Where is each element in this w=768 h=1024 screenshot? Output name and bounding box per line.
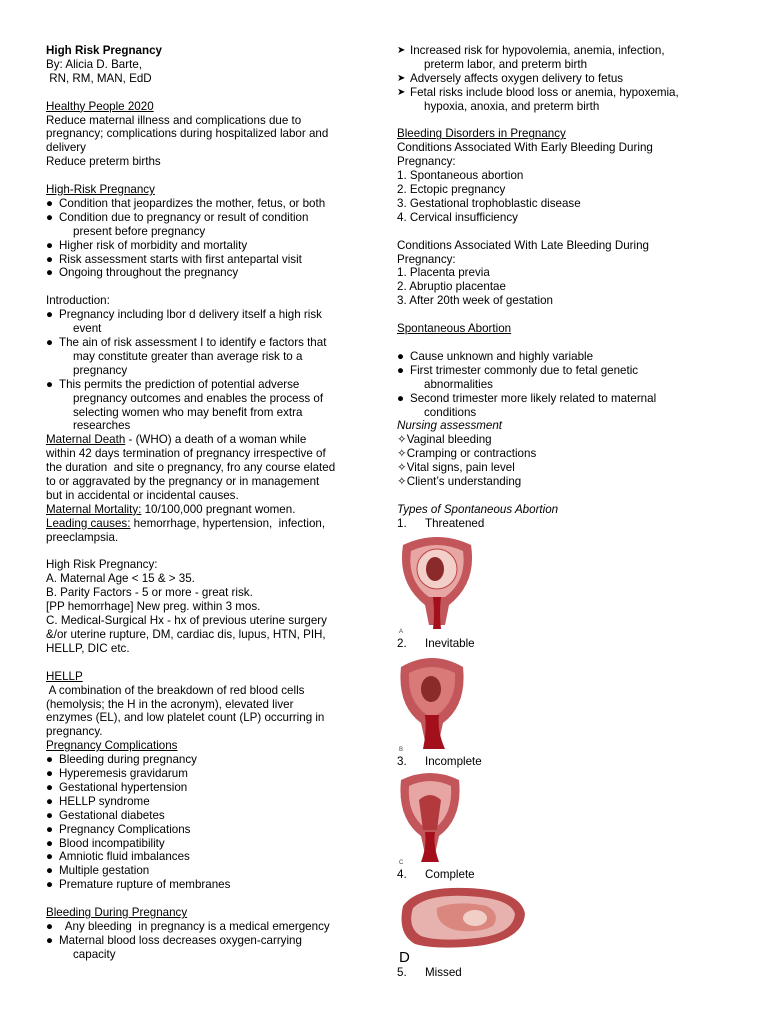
four-point-star-icon: ✧ <box>397 433 407 447</box>
black-circle-icon: ● <box>46 308 54 322</box>
black-circle-icon: ● <box>46 864 54 878</box>
list-item: ● This permits the prediction of potential adverse pregnancy outcomes and enables the process of selecting women who may benefit from extra researches <box>46 377 324 433</box>
figure-letter: A <box>399 628 404 635</box>
list-item: ● Multiple gestation <box>46 864 150 878</box>
black-circle-icon: ● <box>46 767 54 781</box>
list-item: ● Condition that jeopardizes the mother, fetus, or both <box>46 196 326 210</box>
list-item: ➤ Adversely affects oxygen delivery to fetus <box>397 71 624 85</box>
type-label: 3. Incomplete <box>397 754 482 768</box>
author-credentials: RN, RM, MAN, EdD <box>46 71 152 85</box>
list-item: ✧Vital signs, pain level <box>397 461 515 475</box>
paragraph-line: Reduce preterm births <box>46 155 161 169</box>
list-item: ● Higher risk of morbidity and mortality <box>46 238 248 252</box>
list-item: ● Gestational diabetes <box>46 808 165 822</box>
list-item: ● Cause unknown and highly variable <box>397 349 594 363</box>
uterus-illustration <box>397 770 463 866</box>
list-item: ● Blood incompatibility <box>46 836 165 850</box>
figure-letter: B <box>399 746 404 753</box>
list-item: ● Hyperemesis gravidarum <box>46 767 188 781</box>
high-risk-pregnancy-list-heading: High Risk Pregnancy: <box>46 558 158 572</box>
bullet-list <box>46 753 368 892</box>
list-item: ● Any bleeding in pregnancy is a medical emergency <box>46 920 330 933</box>
type-label: 2. Inevitable <box>397 636 475 650</box>
black-circle-icon: ● <box>46 850 54 864</box>
uterus-illustration <box>397 653 467 753</box>
paragraph-line: to or aggravated by the pregnancy or in management <box>46 475 320 489</box>
paragraph-line: HELLP, DIC etc. <box>46 641 130 655</box>
list-item: ● Amniotic fluid imbalances <box>46 850 190 864</box>
left-column <box>46 44 368 962</box>
paragraph-line: B. Parity Factors - 5 or more - great risk. <box>46 586 253 600</box>
arrowhead-icon: ➤ <box>397 72 406 84</box>
black-circle-icon: ● <box>46 878 54 892</box>
maternal-mortality-term: Maternal Mortality: <box>46 502 142 516</box>
paragraph-line: pregnancy; complications during hospitalized labor and <box>46 127 329 141</box>
bullet-list <box>397 350 737 420</box>
complete-abortion-illustration <box>397 884 527 964</box>
black-circle-icon: ● <box>46 920 54 933</box>
bleeding-disorders-heading: Bleeding Disorders in Pregnancy <box>397 127 566 141</box>
bullet-list <box>46 197 368 280</box>
black-circle-icon: ● <box>46 808 54 822</box>
four-point-star-icon: ✧ <box>397 475 407 489</box>
list-item: ● HELLP syndrome <box>46 794 150 808</box>
list-item: ● Bleeding during pregnancy <box>46 753 197 767</box>
list-item: ✧Vaginal bleeding <box>397 433 492 447</box>
nursing-assessment-heading: Nursing assessment <box>397 419 503 433</box>
black-circle-icon: ● <box>397 363 405 377</box>
bullet-list <box>46 920 368 962</box>
four-point-star-icon: ✧ <box>397 461 407 475</box>
paragraph-line: 2. Abruptio placentae <box>397 280 506 294</box>
paragraph-line: Conditions Associated With Early Bleeding During <box>397 141 653 155</box>
list-item: ● Condition due to pregnancy or result of condition present before pregnancy <box>46 210 309 238</box>
paragraph-line: 1. Spontaneous abortion <box>397 169 524 183</box>
paragraph-line: Reduce maternal illness and complications due to <box>46 113 302 127</box>
black-circle-icon: ● <box>46 196 54 210</box>
black-circle-icon: ● <box>46 933 54 947</box>
figure-letter: C <box>399 860 404 867</box>
paragraph-line: Conditions Associated With Late Bleeding During <box>397 238 649 252</box>
list-item: ● Risk assessment starts with first antepartal visit <box>46 252 302 266</box>
list-item: ➤ Fetal risks include blood loss or anemia, hypoxemia, hypoxia, anoxia, and preterm birth <box>397 85 679 113</box>
black-circle-icon: ● <box>46 794 54 808</box>
paragraph-line: pregnancy. <box>46 725 103 739</box>
paragraph-line: A combination of the breakdown of red blood cells <box>46 683 305 697</box>
maternal-death-definition: Maternal Death - (WHO) a death of a woman while <box>46 433 307 447</box>
uterus-illustration <box>397 884 527 964</box>
black-circle-icon: ● <box>46 252 54 266</box>
black-circle-icon: ● <box>397 391 405 405</box>
four-point-star-icon: ✧ <box>397 447 407 461</box>
bleeding-during-pregnancy-heading: Bleeding During Pregnancy <box>46 906 188 920</box>
types-heading: Types of Spontaneous Abortion <box>397 502 559 516</box>
black-circle-icon: ● <box>46 377 54 391</box>
arrowhead-icon: ➤ <box>397 86 406 98</box>
paragraph-line: &/or uterine rupture, DM, cardiac dis, lupus, HTN, PIH, <box>46 628 326 641</box>
type-label: 4. Complete <box>397 868 475 882</box>
paragraph-line: C. Medical-Surgical Hx - hx of previous uterine surgery <box>46 614 327 628</box>
list-item: ● Maternal blood loss decreases oxygen-carrying capacity <box>46 933 302 961</box>
paragraph-line: preeclampsia. <box>46 530 119 544</box>
paragraph-line: within 42 days termination of pregnancy irrespective of <box>46 447 326 461</box>
list-item: ● Premature rupture of membranes <box>46 878 231 892</box>
black-circle-icon: ● <box>46 210 54 224</box>
paragraph-line: 3. After 20th week of gestation <box>397 294 553 308</box>
type-label: 5. Missed <box>397 966 462 980</box>
paragraph-line: A. Maternal Age < 15 & > 35. <box>46 572 195 586</box>
paragraph-line: 3. Gestational trophoblastic disease <box>397 196 581 210</box>
black-circle-icon: ● <box>397 349 405 363</box>
list-item: ✧Client’s understanding <box>397 475 522 489</box>
inevitable-abortion-illustration <box>397 653 467 753</box>
incomplete-abortion-illustration <box>397 770 463 866</box>
pregnancy-complications-heading: Pregnancy Complications <box>46 739 178 753</box>
maternal-mortality-line: Maternal Mortality: 10/100,000 pregnant women. <box>46 502 296 516</box>
list-item: ● Gestational hypertension <box>46 780 188 794</box>
document-title: High Risk Pregnancy <box>46 44 162 57</box>
paragraph-line: (hemolysis; the H in the acronym), elevated liver <box>46 697 294 711</box>
paragraph-line: the duration and site o pregnancy, fro any course elated <box>46 461 336 475</box>
healthy-people-heading: Healthy People 2020 <box>46 99 154 113</box>
list-item: ● First trimester commonly due to fetal genetic abnormalities <box>397 363 639 391</box>
maternal-death-term: Maternal Death <box>46 433 126 447</box>
paragraph-line: Pregnancy: <box>397 155 456 169</box>
figure-letter: D <box>399 949 410 965</box>
uterus-illustration <box>397 533 477 635</box>
arrowhead-icon: ➤ <box>397 45 406 56</box>
right-column <box>397 44 737 980</box>
paragraph-line: [PP hemorrhage] New preg. within 3 mos. <box>46 600 261 614</box>
black-circle-icon: ● <box>46 335 54 349</box>
type-label: 1. Threatened <box>397 516 485 530</box>
paragraph-line: enzymes (EL), and low platelet count (LP) occurring in <box>46 711 325 725</box>
leading-causes-line: Leading causes: hemorrhage, hypertension, infection, <box>46 516 326 530</box>
introduction-heading: Introduction: <box>46 294 110 308</box>
list-item: ● Pregnancy including lbor d delivery itself a high risk event <box>46 308 322 336</box>
spontaneous-abortion-heading: Spontaneous Abortion <box>397 322 512 336</box>
arrow-list <box>397 44 737 114</box>
leading-causes-term: Leading causes: <box>46 516 131 530</box>
black-circle-icon: ● <box>46 822 54 836</box>
paragraph-line: 4. Cervical insufficiency <box>397 210 518 224</box>
list-item: ● Pregnancy Complications <box>46 822 191 836</box>
black-circle-icon: ● <box>46 238 54 252</box>
list-item: ➤ Increased risk for hypovolemia, anemia, infection, preterm labor, and preterm birth <box>397 44 665 71</box>
paragraph-line: 2. Ectopic pregnancy <box>397 183 506 197</box>
threatened-abortion-illustration <box>397 533 477 635</box>
paragraph-line: 1. Placenta previa <box>397 266 490 280</box>
bullet-list <box>46 308 368 433</box>
diamond-list <box>397 433 737 489</box>
black-circle-icon: ● <box>46 780 54 794</box>
paragraph-line: but in accidental or incidental causes. <box>46 488 239 502</box>
paragraph-line: delivery <box>46 141 86 155</box>
list-item: ✧Cramping or contractions <box>397 447 537 461</box>
paragraph-line: Pregnancy: <box>397 252 456 266</box>
black-circle-icon: ● <box>46 836 54 850</box>
high-risk-pregnancy-heading: High-Risk Pregnancy <box>46 183 155 197</box>
hellp-heading: HELLP <box>46 669 83 683</box>
black-circle-icon: ● <box>46 266 54 280</box>
author-byline: By: Alicia D. Barte, <box>46 57 143 71</box>
list-item: ● The ain of risk assessment I to identify e factors that may constitute greater than average risk to a pregnancy <box>46 335 327 377</box>
black-circle-icon: ● <box>46 753 54 767</box>
list-item: ● Second trimester more likely related to maternal conditions <box>397 391 657 419</box>
list-item: ● Ongoing throughout the pregnancy <box>46 266 239 280</box>
